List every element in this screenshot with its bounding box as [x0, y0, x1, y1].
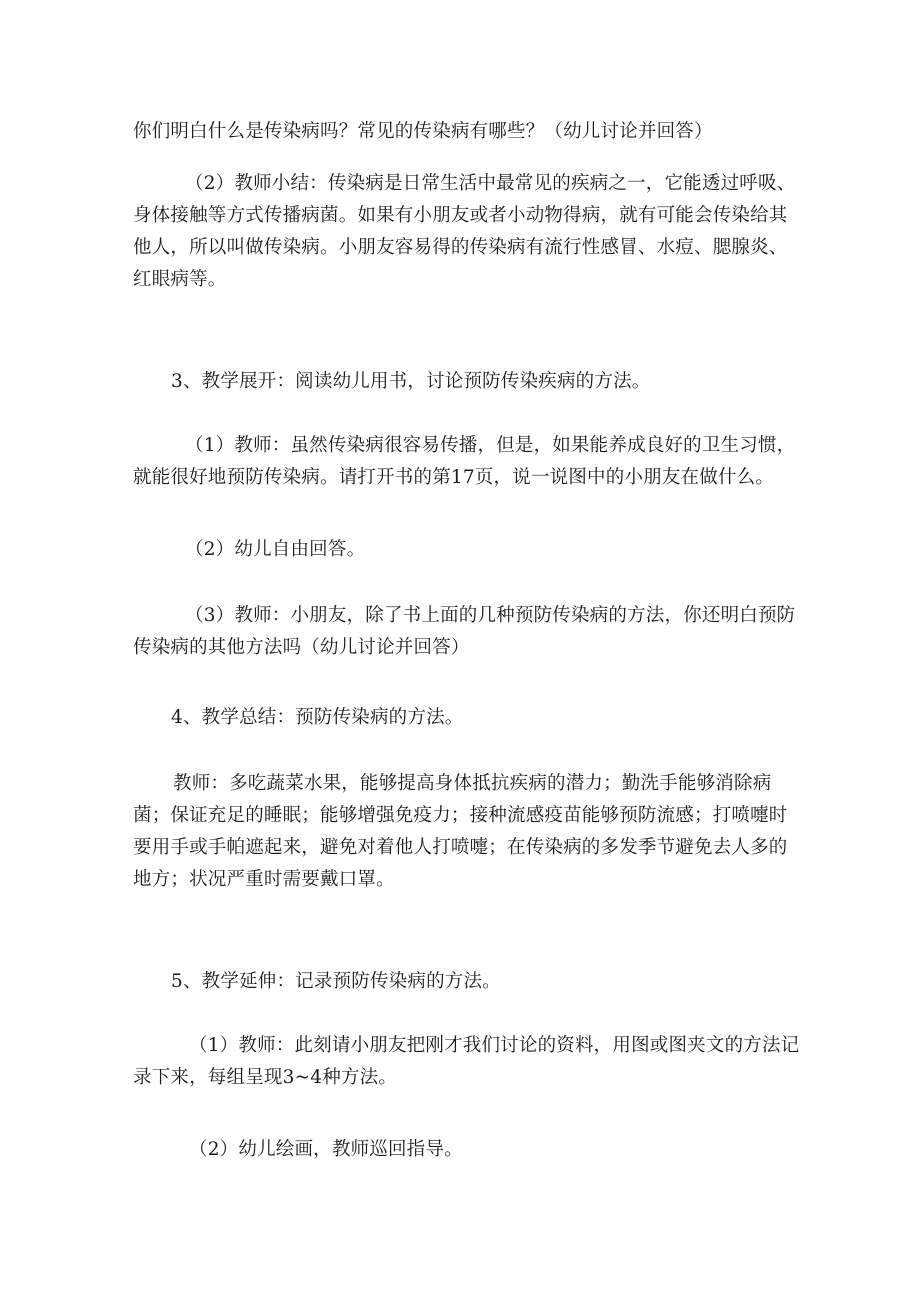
paragraph-step-3-item-1: （1）教师：虽然传染病很容易传播，但是，如果能养成良好的卫生习惯，就能很好地预防传染病。请打开书的第17页，说一说图中的小朋友在做什么。 — [133, 435, 796, 488]
paragraph-step-4-content: 教师：多吃蔬菜水果，能够提高身体抵抗疾病的潜力；勤洗手能够消除病菌；保证充足的睡眠；能够增强免疫力；接种流感疫苗能够预防流感；打喷嚏时要用手或手帕遮起来，避免对着他人打喷嚏；在传染病的多发季节避免去人多的地方；状况严重时需要戴口罩。 — [133, 773, 788, 890]
paragraph-step-3-item-2: （2）幼儿自由回答。 — [185, 539, 366, 560]
paragraph-step-5-heading: 5、教学延伸：记录预防传染病的方法。 — [171, 971, 501, 992]
paragraph-intro-question: 你们明白什么是传染病吗？常见的传染病有哪些？（幼儿讨论并回答） — [133, 121, 713, 142]
paragraph-step-3-item-3: （3）教师：小朋友，除了书上面的几种预防传染病的方法，你还明白预防传染病的其他方法吗（幼儿讨论并回答） — [133, 605, 796, 658]
paragraph-step-5-item-1: （1）教师：此刻请小朋友把刚才我们讨论的资料，用图或图夹文的方法记录下来，每组呈现3~4种方法。 — [133, 1035, 800, 1088]
paragraph-step-5-item-2: （2）幼儿绘画，教师巡回指导。 — [189, 1139, 463, 1160]
paragraph-step-3-heading: 3、教学展开：阅读幼儿用书，讨论预防传染疾病的方法。 — [171, 371, 651, 392]
paragraph-step-4-heading: 4、教学总结：预防传染病的方法。 — [171, 707, 464, 728]
paragraph-teacher-summary: （2）教师小结：传染病是日常生活中最常见的疾病之一，它能透过呼吸、身体接触等方式传播病菌。如果有小朋友或者小动物得病，就有可能会传染给其他人，所以叫做传染病。小朋友容易得的传染病有流行性感冒、水痘、腮腺炎、红眼病等。 — [133, 173, 796, 290]
